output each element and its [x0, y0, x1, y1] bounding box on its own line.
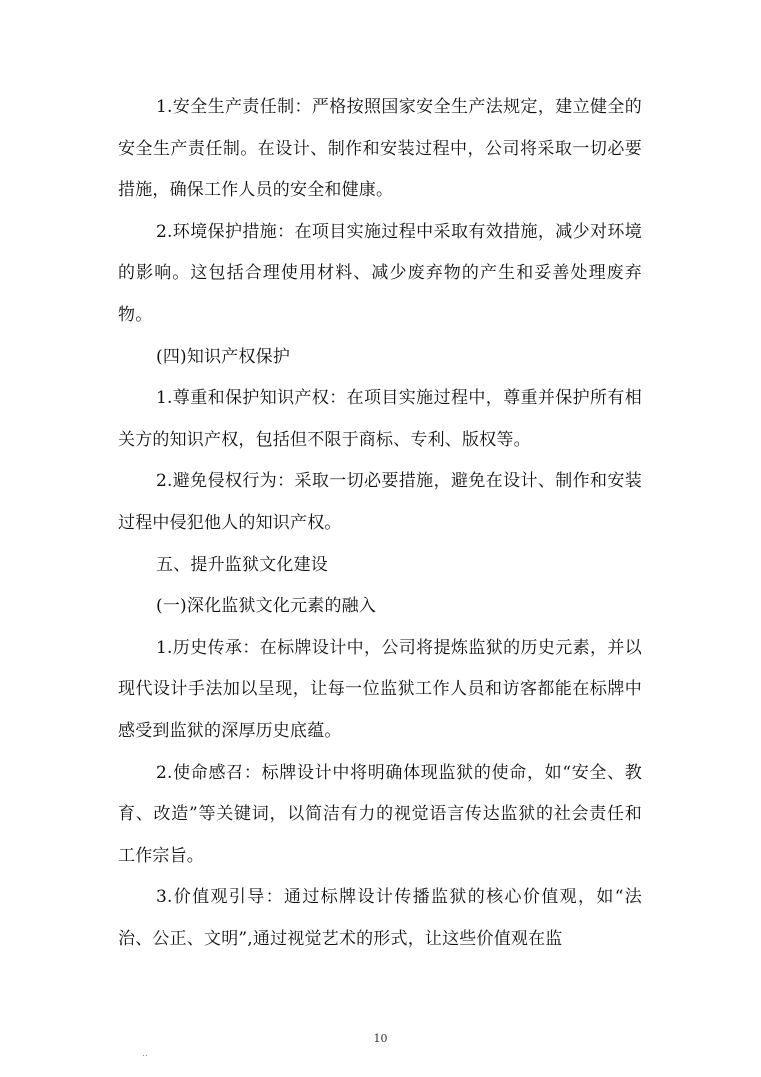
paragraph-values: 3.价值观引导：通过标牌设计传播监狱的核心价值观，如“法治、公正、文明”,通过视觉艺术的形式，让这些价值观在监 [118, 887, 642, 949]
heading-culture-elements: (一)深化监狱文化元素的融入 [156, 596, 377, 617]
paragraph-environmental-protection: 2.环境保护措施：在项目实施过程中采取有效措施，减少对环境的影响。这包括合理使用材料、减少废弃物的产生和妥善处理废弃物。 [118, 221, 642, 325]
paragraph-safety-responsibility: 1.安全生产责任制：严格按照国家安全生产法规定，建立健全的安全生产责任制。在设计、制作和安装过程中，公司将采取一切必要措施，确保工作人员的安全和健康。 [118, 97, 642, 201]
heading-prison-culture: 五、提升监狱文化建设 [156, 554, 328, 575]
page-number: 10 [373, 1032, 388, 1045]
paragraph-respect-ip: 1.尊重和保护知识产权：在项目实施过程中，尊重并保护所有相关方的知识产权，包括但不限于商标、专利、版权等。 [118, 388, 642, 450]
page-content [118, 87, 642, 960]
heading-ip-protection: (四)知识产权保护 [156, 346, 291, 367]
paragraph-mission: 2.使命感召：标牌设计中将明确体现监狱的使命，如“安全、教育、改造”等关键词，以简洁有力的视觉语言传达监狱的社会责任和工作宗旨。 [118, 762, 642, 866]
paragraph-avoid-infringement: 2.避免侵权行为：采取一切必要措施，避免在设计、制作和安装过程中侵犯他人的知识产权。 [118, 471, 642, 533]
footer-mark: .. [142, 1049, 148, 1059]
paragraph-history: 1.历史传承：在标牌设计中，公司将提炼监狱的历史元素，并以现代设计手法加以呈现，让每一位监狱工作人员和访客都能在标牌中感受到监狱的深厚历史底蕴。 [118, 637, 642, 741]
